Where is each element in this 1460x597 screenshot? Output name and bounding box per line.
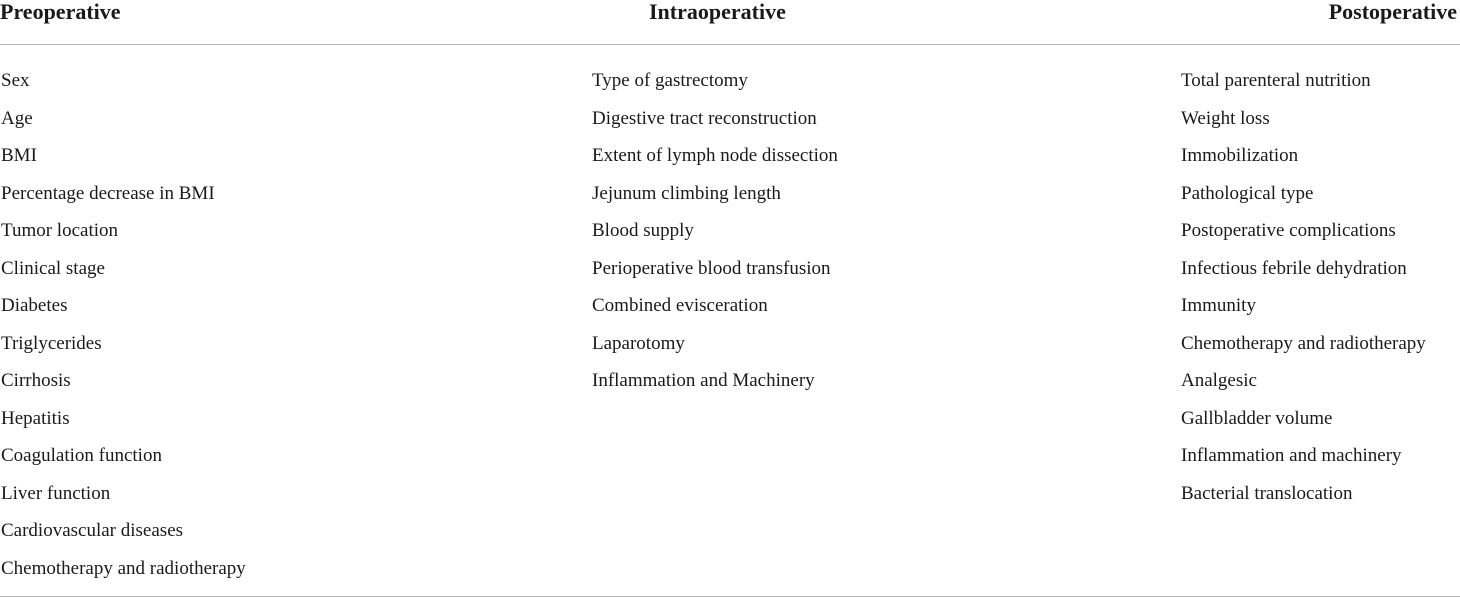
table-cell: Jejunum climbing length — [592, 182, 781, 204]
table-cell: Cirrhosis — [1, 370, 71, 391]
table-cell: Postoperative complications — [1181, 220, 1396, 241]
table-cell: Hepatitis — [1, 407, 70, 429]
table-cell: Immunity — [1181, 295, 1256, 316]
table-cell: Blood supply — [592, 220, 694, 241]
table-cell: Chemotherapy and radiotherapy — [1181, 332, 1426, 354]
table-cell: Triglycerides — [1, 332, 102, 354]
table-cell: Laparotomy — [592, 332, 685, 354]
table-cell: Weight loss — [1181, 107, 1270, 129]
table-cell: Liver function — [1, 482, 111, 504]
table-cell: Infectious febrile dehydration — [1181, 257, 1407, 279]
table-cell: Extent of lymph node dissection — [592, 145, 838, 166]
table-cell: Digestive tract reconstruction — [592, 107, 817, 129]
header-intraoperative: Intraoperative — [649, 0, 786, 24]
header-divider — [0, 44, 1460, 45]
header-postoperative: Postoperative — [1328, 0, 1457, 24]
table-cell: Bacterial translocation — [1181, 482, 1353, 504]
table-cell: Tumor location — [1, 220, 118, 241]
table-cell: Type of gastrectomy — [592, 70, 748, 91]
intraoperative-column — [592, 62, 838, 400]
table-cell: Gallbladder volume — [1181, 407, 1333, 429]
table-cell: Pathological type — [1181, 182, 1314, 204]
table-cell: Inflammation and Machinery — [592, 370, 815, 391]
table-cell: Diabetes — [1, 295, 68, 316]
table-cell: Immobilization — [1181, 145, 1299, 166]
table-cell: Clinical stage — [1, 257, 105, 279]
preoperative-column — [1, 62, 246, 587]
table-cell: BMI — [1, 145, 37, 166]
table-cell: Percentage decrease in BMI — [1, 182, 215, 204]
table-cell: Perioperative blood transfusion — [592, 257, 831, 279]
table-cell: Sex — [1, 70, 30, 91]
header-preoperative: Preoperative — [0, 0, 121, 24]
table-cell: Coagulation function — [1, 445, 162, 466]
table-cell: Cardiovascular diseases — [1, 520, 184, 541]
table-cell: Age — [1, 107, 33, 129]
table-cell: Analgesic — [1181, 370, 1257, 391]
table-cell: Chemotherapy and radiotherapy — [1, 557, 246, 579]
table-cell: Inflammation and machinery — [1181, 445, 1402, 466]
table-cell: Combined evisceration — [592, 295, 768, 316]
postoperative-column — [1181, 62, 1426, 512]
table-cell: Total parenteral nutrition — [1181, 70, 1371, 91]
